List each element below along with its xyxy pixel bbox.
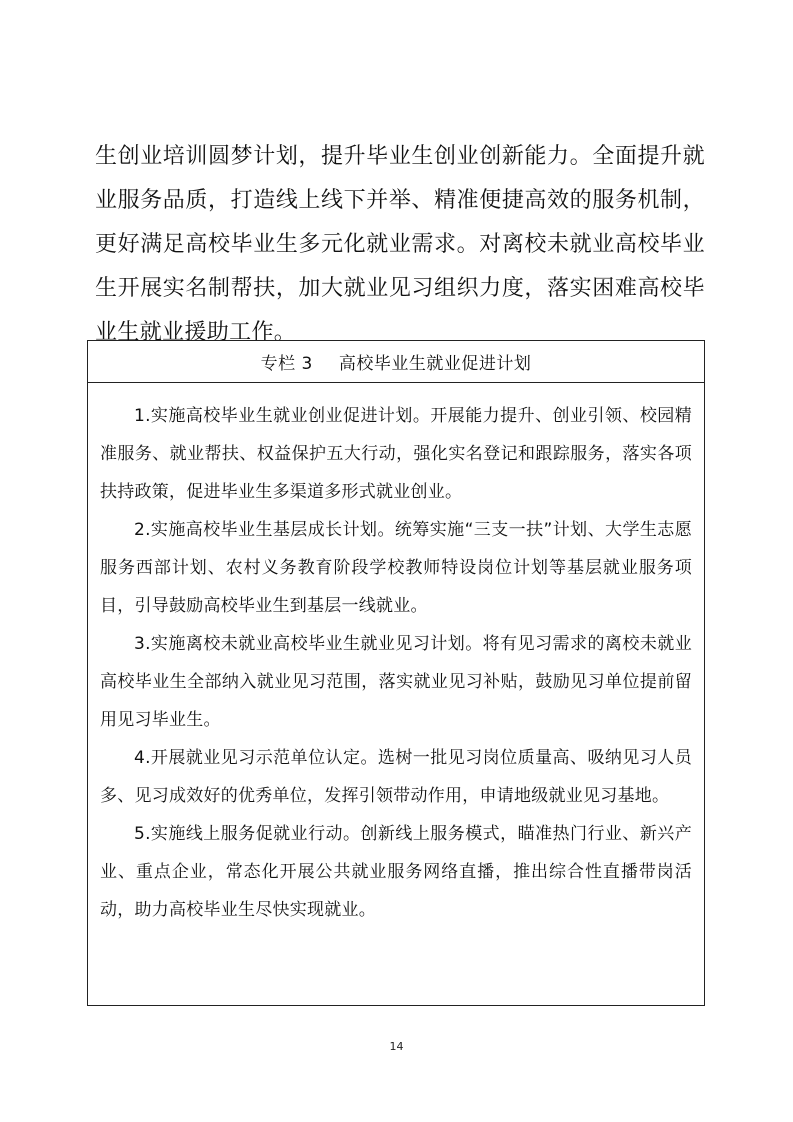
- column-box: [87, 340, 705, 1006]
- intro-paragraph: 生创业培训圆梦计划，提升毕业生创业创新能力。全面提升就业服务品质，打造线上线下并举、精准便捷高效的服务机制，更好满足高校毕业生多元化就业需求。对离校未就业高校毕业生开展实名制帮扶，加大就业见习组织力度，落实困难高校毕业生就业援助工作。: [95, 144, 705, 345]
- intro-section: [95, 135, 705, 355]
- column-item-5: 5.实施线上服务促就业行动。创新线上服务模式，瞄准热门行业、新兴产业、重点企业，常态化开展公共就业服务网络直播，推出综合性直播带岗活动，助力高校毕业生尽快实现就业。: [100, 824, 692, 920]
- column-item-1: 1.实施高校毕业生就业创业促进计划。开展能力提升、创业引领、校园精准服务、就业帮扶、权益保护五大行动，强化实名登记和跟踪服务，落实各项扶持政策，促进毕业生多渠道多形式就业创业。: [100, 406, 692, 502]
- column-item-3: 3.实施离校未就业高校毕业生就业见习计划。将有见习需求的离校未就业高校毕业生全部纳入就业见习范围，落实就业见习补贴，鼓励见习单位提前留用见习毕业生。: [100, 634, 692, 730]
- column-title: 高校毕业生就业促进计划: [338, 354, 532, 374]
- column-item-4: 4.开展就业见习示范单位认定。选树一批见习岗位质量高、吸纳见习人员多、见习成效好的优秀单位，发挥引领带动作用，申请地级就业见习基地。: [100, 748, 692, 806]
- column-label: 专栏 3: [260, 354, 313, 374]
- column-box-header: [88, 341, 704, 383]
- column-box-body: [88, 383, 704, 929]
- page-number: 14: [389, 1040, 404, 1053]
- column-item-2: 2.实施高校毕业生基层成长计划。统筹实施“三支一扶”计划、大学生志愿服务西部计划、农村义务教育阶段学校教师特设岗位计划等基层就业服务项目，引导鼓励高校毕业生到基层一线就业。: [100, 520, 692, 616]
